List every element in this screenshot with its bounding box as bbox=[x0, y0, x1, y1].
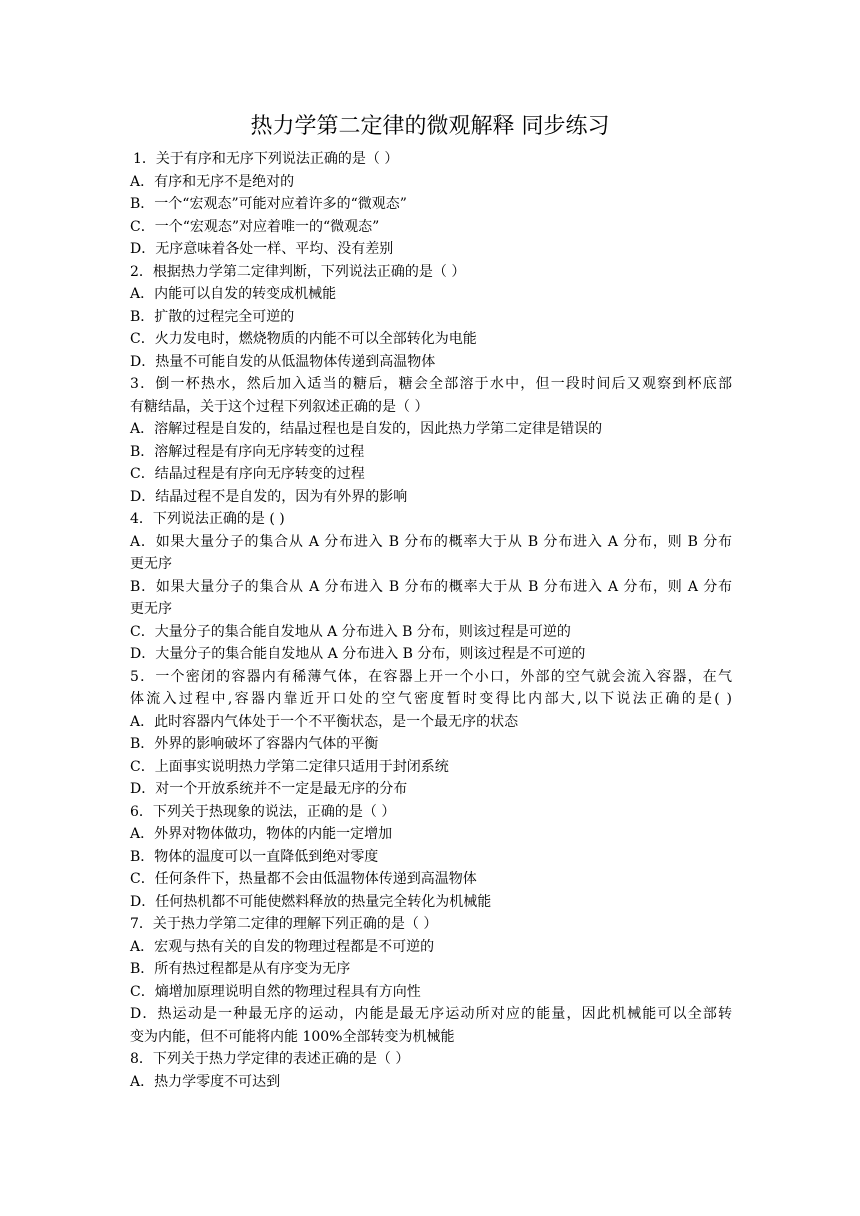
option-d-line-2: 变为内能，但不可能将内能 100%全部转变为机械能 bbox=[130, 1028, 455, 1045]
option-d: D．任何热机都不可能使燃料释放的热量完全转化为机械能 bbox=[130, 893, 492, 910]
question-stem: 7．关于热力学第二定律的理解下列正确的是（ ） bbox=[130, 916, 438, 932]
option-b: B．所有热过程都是从有序变为无序 bbox=[130, 961, 351, 977]
option-b: B．溶解过程是有序向无序转变的过程 bbox=[130, 443, 365, 460]
option-b: B．物体的温度可以一直降低到绝对零度 bbox=[130, 848, 379, 865]
option-d: D．热量不可能自发的从低温物体传递到高温物体 bbox=[130, 353, 436, 370]
option-a: A．内能可以自发的转变成机械能 bbox=[130, 286, 337, 302]
option-c: C．火力发电时，燃烧物质的内能不可以全部转化为电能 bbox=[130, 331, 477, 347]
option-d: D．大量分子的集合能自发地从 A 分布进入 B 分布，则该过程是不可逆的 bbox=[130, 646, 586, 662]
option-c: C．一个“宏观态”对应着唯一的“微观态” bbox=[130, 218, 380, 235]
question-stem: 6．下列关于热现象的说法，正确的是（ ） bbox=[130, 803, 396, 820]
option-b: B．扩散的过程完全可逆的 bbox=[130, 308, 295, 325]
question-5 bbox=[130, 666, 732, 801]
option-a: A．热力学零度不可达到 bbox=[130, 1073, 281, 1090]
option-a: A．此时容器内气体处于一个不平衡状态，是一个最无序的状态 bbox=[130, 713, 519, 730]
option-b: B．一个“宏观态”可能对应着许多的“微观态” bbox=[130, 196, 407, 212]
question-6 bbox=[130, 801, 732, 914]
question-1 bbox=[130, 148, 732, 261]
question-stem-line-2: 有糖结晶，关于这个过程下列叙述正确的是（ ） bbox=[130, 398, 429, 415]
option-d-line-1: D．热运动是一种最无序的运动，内能是最无序运动所对应的能量，因此机械能可以全部转 bbox=[130, 1006, 732, 1022]
question-4 bbox=[130, 508, 732, 666]
option-d: D．结晶过程不是自发的，因为有外界的影响 bbox=[130, 488, 408, 505]
question-2 bbox=[130, 261, 732, 374]
question-7 bbox=[130, 913, 732, 1048]
question-stem-line-2: 体流入过程中,容器内靠近开口处的空气密度暂时变得比内部大,以下说法正确的是( ) bbox=[130, 691, 732, 707]
option-c: C．大量分子的集合能自发地从 A 分布进入 B 分布，则该过程是可逆的 bbox=[130, 623, 571, 640]
option-a: A．外界对物体做功，物体的内能一定增加 bbox=[130, 826, 393, 842]
question-8 bbox=[130, 1048, 732, 1093]
option-b-line-1: B．如果大量分子的集合从 A 分布进入 B 分布的概率大于从 B 分布进入 A 分布，则 A 分布 bbox=[130, 578, 732, 595]
question-stem-line-1: 3．倒一杯热水，然后加入适当的糖后，糖会全部溶于水中，但一段时间后又观察到杯底部 bbox=[130, 376, 732, 392]
question-stem-line-1: 5．一个密闭的容器内有稀薄气体，在容器上开一个小口，外部的空气就会流入容器，在气 bbox=[130, 668, 732, 685]
option-c: C．熵增加原理说明自然的物理过程具有方向性 bbox=[130, 983, 421, 1000]
option-b: B．外界的影响破坏了容器内气体的平衡 bbox=[130, 736, 379, 752]
question-stem: 1．关于有序和无序下列说法正确的是（ ） bbox=[133, 151, 399, 167]
option-c: C．上面事实说明热力学第二定律只适用于封闭系统 bbox=[130, 758, 449, 775]
question-list bbox=[130, 148, 732, 1093]
option-a-line-1: A．如果大量分子的集合从 A 分布进入 B 分布的概率大于从 B 分布进入 A 分布，则 B 分布 bbox=[130, 533, 732, 550]
option-c: C．结晶过程是有序向无序转变的过程 bbox=[130, 466, 365, 482]
question-stem: 4．下列说法正确的是 ( ) bbox=[130, 511, 285, 527]
option-c: C．任何条件下，热量都不会由低温物体传递到高温物体 bbox=[130, 871, 477, 887]
option-a: A．宏观与热有关的自发的物理过程都是不可逆的 bbox=[130, 938, 435, 955]
option-a: A．溶解过程是自发的，结晶过程也是自发的，因此热力学第二定律是错误的 bbox=[130, 421, 603, 437]
option-d: D．对一个开放系统并不一定是最无序的分布 bbox=[130, 781, 408, 797]
question-3 bbox=[130, 373, 732, 508]
question-stem: 2．根据热力学第二定律判断，下列说法正确的是（ ） bbox=[130, 263, 466, 280]
question-stem: 8．下列关于热力学定律的表述正确的是（ ） bbox=[130, 1051, 410, 1067]
option-d: D．无序意味着各处一样、平均、没有差别 bbox=[130, 241, 394, 257]
option-a-line-2: 更无序 bbox=[130, 556, 172, 572]
option-b-line-2: 更无序 bbox=[130, 601, 172, 617]
option-a: A．有序和无序不是绝对的 bbox=[130, 173, 295, 190]
document-title: 热力学第二定律的微观解释 同步练习 bbox=[250, 114, 610, 139]
